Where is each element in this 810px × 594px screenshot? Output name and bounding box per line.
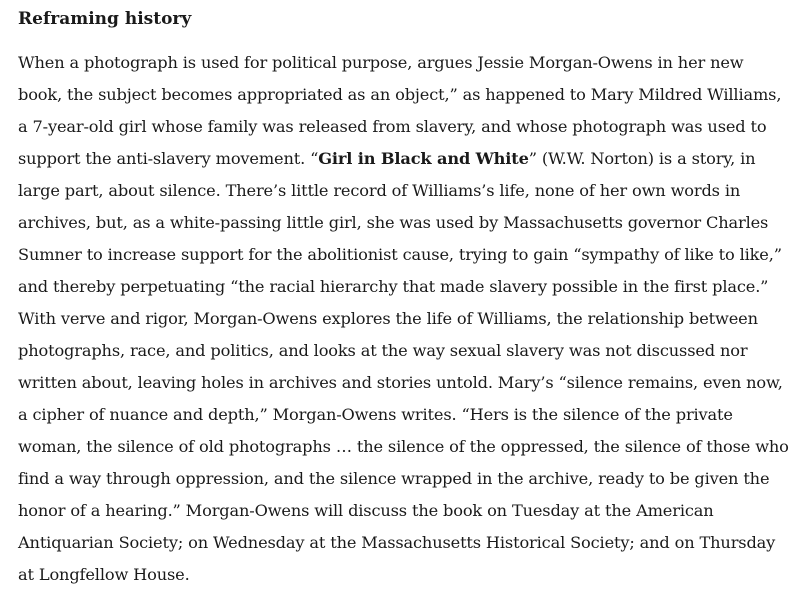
paragraph-line: a 7-year-old girl whose family was released from slavery, and whose photograph was used to xyxy=(18,117,767,136)
paragraph-line: With verve and rigor, Morgan-Owens explores the life of Williams, the relationship between xyxy=(18,309,758,328)
paragraph-line: woman, the silence of old photographs … the silence of the oppressed, the silence of those who xyxy=(18,437,789,456)
paragraph-line: at Longfellow House. xyxy=(18,565,190,584)
paragraph-line xyxy=(18,143,798,175)
book-title: Girl in Black and White xyxy=(318,149,529,168)
line-text: ” (W.W. Norton) is a story, in xyxy=(528,149,756,168)
paragraph-line: When a photograph is used for political purpose, argues Jessie Morgan-Owens in her new xyxy=(18,53,744,72)
line-text: support the anti-slavery movement. “ xyxy=(18,149,319,168)
paragraph-line: archives, but, as a white-passing little girl, she was used by Massachusetts governor Charles xyxy=(18,213,769,232)
paragraph-line: book, the subject becomes appropriated as an object,” as happened to Mary Mildred Williams, xyxy=(18,85,782,104)
paragraph-line: honor of a hearing.” Morgan-Owens will discuss the book on Tuesday at the American xyxy=(18,501,714,520)
paragraph-line: a cipher of nuance and depth,” Morgan-Owens writes. “Hers is the silence of the private xyxy=(18,405,733,424)
paragraph-line: written about, leaving holes in archives and stories untold. Mary’s “silence remains, even now, xyxy=(18,373,783,392)
paragraph-line: find a way through oppression, and the silence wrapped in the archive, ready to be given the xyxy=(18,469,770,488)
article-paragraph xyxy=(18,47,798,591)
paragraph-line: large part, about silence. There’s little record of Williams’s life, none of her own words in xyxy=(18,181,741,200)
section-heading: Reframing history xyxy=(18,9,192,29)
paragraph-line: Antiquarian Society; on Wednesday at the Massachusetts Historical Society; and on Thursday xyxy=(18,533,776,552)
paragraph-line: photographs, race, and politics, and looks at the way sexual slavery was not discussed nor xyxy=(18,341,748,360)
paragraph-line: and thereby perpetuating “the racial hierarchy that made slavery possible in the first place.” xyxy=(18,277,769,296)
paragraph-line: Sumner to increase support for the abolitionist cause, trying to gain “sympathy of like to like,” xyxy=(18,245,782,264)
